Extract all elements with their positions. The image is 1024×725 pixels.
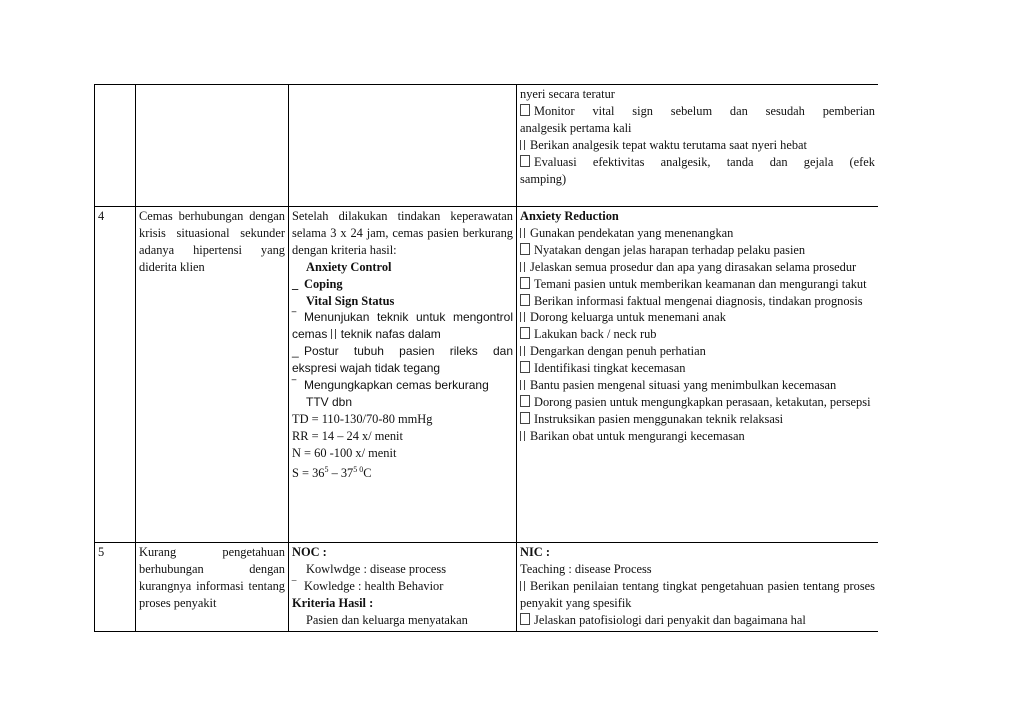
cell-no: 4 (95, 207, 136, 543)
list-item: Identifikasi tingkat kecemasan (520, 360, 875, 377)
criteria-item: ‾ Menunjukan teknik untuk mengontrol cemas teknik nafas dalam (292, 310, 513, 342)
checkbox-glyph-icon (520, 327, 530, 339)
criteria-item: TTV dbn (306, 394, 353, 409)
list-item: Bantu pasien mengenal situasi yang menimbulkan kecemasan (520, 377, 875, 394)
list-item: Jelaskan patofisiologi dari penyakit dan bagaimana hal (520, 612, 875, 629)
list-item: Dengarkan dengan penuh perhatian (520, 343, 875, 360)
nic-title: NIC : (520, 545, 550, 559)
cell-tujuan (289, 543, 517, 632)
bullet-glyph-icon (520, 431, 525, 441)
teaching-label: Teaching : disease Process (520, 561, 652, 576)
noc-item: _ Coping (292, 276, 343, 291)
list-item: Evaluasi efektivitas analgesik, tanda dan gejala (efek (520, 154, 875, 171)
dash-glyph-icon: _ (292, 344, 299, 359)
page-frame (94, 84, 878, 634)
intervention-line: nyeri secara teratur (520, 87, 615, 101)
vital-td: TD = 110-130/70-80 mmHg (292, 411, 433, 426)
checkbox-glyph-icon (520, 155, 530, 167)
list-item: Dorong keluarga untuk menemani anak (520, 309, 875, 326)
checkbox-glyph-icon (520, 243, 530, 255)
noc-title: NOC : (292, 545, 327, 559)
noc-item: ‾ Kowledge : health Behavior (292, 578, 444, 593)
intervention-line: samping) (520, 171, 567, 186)
bullet-glyph-icon (520, 312, 525, 322)
vital-rr: RR = 14 – 24 x/ menit (292, 428, 403, 443)
nursing-care-table (94, 84, 878, 632)
checkbox-glyph-icon (520, 277, 530, 289)
list-item: Dorong pasien untuk mengungkapkan perasaan, ketakutan, persepsi (520, 394, 875, 411)
list-item: Jelaskan semua prosedur dan apa yang dirasakan selama prosedur (520, 259, 875, 276)
checkbox-glyph-icon (520, 395, 530, 407)
cell-tujuan (289, 85, 517, 207)
list-item: Berikan analgesik tepat waktu terutama saat nyeri hebat (520, 137, 875, 154)
list-item: Temani pasien untuk memberikan keamanan dan mengurangi takut (520, 276, 875, 293)
noc-item: Anxiety Control (306, 259, 392, 274)
cell-diagnosa: Cemas berhubungan dengan krisis situasional sekunder adanya hipertensi yang diderita klien (136, 207, 289, 543)
checkbox-glyph-icon (520, 294, 530, 306)
checkbox-glyph-icon (520, 412, 530, 424)
list-item: Monitor vital sign sebelum dan sesudah pemberian (520, 103, 875, 120)
criteria-item: _ Postur tubuh pasien rileks dan ekspresi wajah tidak tegang (292, 344, 513, 376)
bullet-glyph-icon (520, 346, 525, 356)
list-item: Nyatakan dengan jelas harapan terhadap pelaku pasien (520, 242, 875, 259)
criteria-item: Pasien dan keluarga menyatakan (306, 612, 468, 627)
bullet-glyph-icon (520, 581, 525, 591)
bullet-glyph-icon (520, 140, 525, 150)
table-row (95, 207, 879, 543)
list-item: Berikan penilaian tentang tingkat pengetahuan pasien tentang proses penyakit yang spesifik (520, 578, 875, 610)
list-item: Lakukan back / neck rub (520, 326, 875, 343)
dash-glyph-icon: ‾ (292, 578, 297, 593)
intervention-line: analgesik pertama kali (520, 120, 632, 135)
bullet-glyph-icon (520, 228, 525, 238)
criteria-item: ‾ Mengungkapkan cemas berkurang (292, 378, 489, 393)
outcome-intro: Setelah dilakukan tindakan keperawatan selama 3 x 24 jam, cemas pasien berkurang dengan kriteria hasil: (292, 209, 513, 257)
dash-glyph-icon: _ (292, 276, 299, 291)
cell-intervensi (517, 543, 879, 632)
list-item: Barikan obat untuk mengurangi kecemasan (520, 428, 875, 445)
cell-no: 5 (95, 543, 136, 632)
noc-item: Kowlwdge : disease process (306, 561, 447, 576)
list-item: Gunakan pendekatan yang menenangkan (520, 225, 875, 242)
checkbox-glyph-icon (520, 104, 530, 116)
list-item: Instruksikan pasien menggunakan teknik relaksasi (520, 411, 875, 428)
vital-n: N = 60 -100 x/ menit (292, 445, 397, 460)
checkbox-glyph-icon (520, 361, 530, 373)
bullet-glyph-icon (520, 380, 525, 390)
cell-no (95, 85, 136, 207)
criteria-title: Kriteria Hasil : (292, 595, 374, 610)
cell-intervensi (517, 207, 879, 543)
cell-tujuan (289, 207, 517, 543)
dash-glyph-icon: ‾ (292, 378, 296, 393)
list-item: Berikan informasi faktual mengenai diagnosis, tindakan prognosis (520, 293, 875, 310)
nic-title: Anxiety Reduction (520, 209, 619, 223)
bullet-glyph-icon (520, 262, 525, 272)
cell-intervensi (517, 85, 879, 207)
noc-item: Vital Sign Status (306, 293, 395, 308)
checkbox-glyph-icon (520, 613, 530, 625)
bullet-glyph-icon (331, 329, 336, 339)
cell-diagnosa (136, 85, 289, 207)
table-row (95, 543, 879, 632)
vital-s: $S = 36^5 - 37^{5 0}C$ (292, 464, 372, 480)
dash-glyph-icon: ‾ (292, 310, 296, 325)
cell-diagnosa: Kurang pengetahuan berhubungan dengan kurangnya informasi tentang proses penyakit (136, 543, 289, 632)
table-row (95, 85, 879, 207)
